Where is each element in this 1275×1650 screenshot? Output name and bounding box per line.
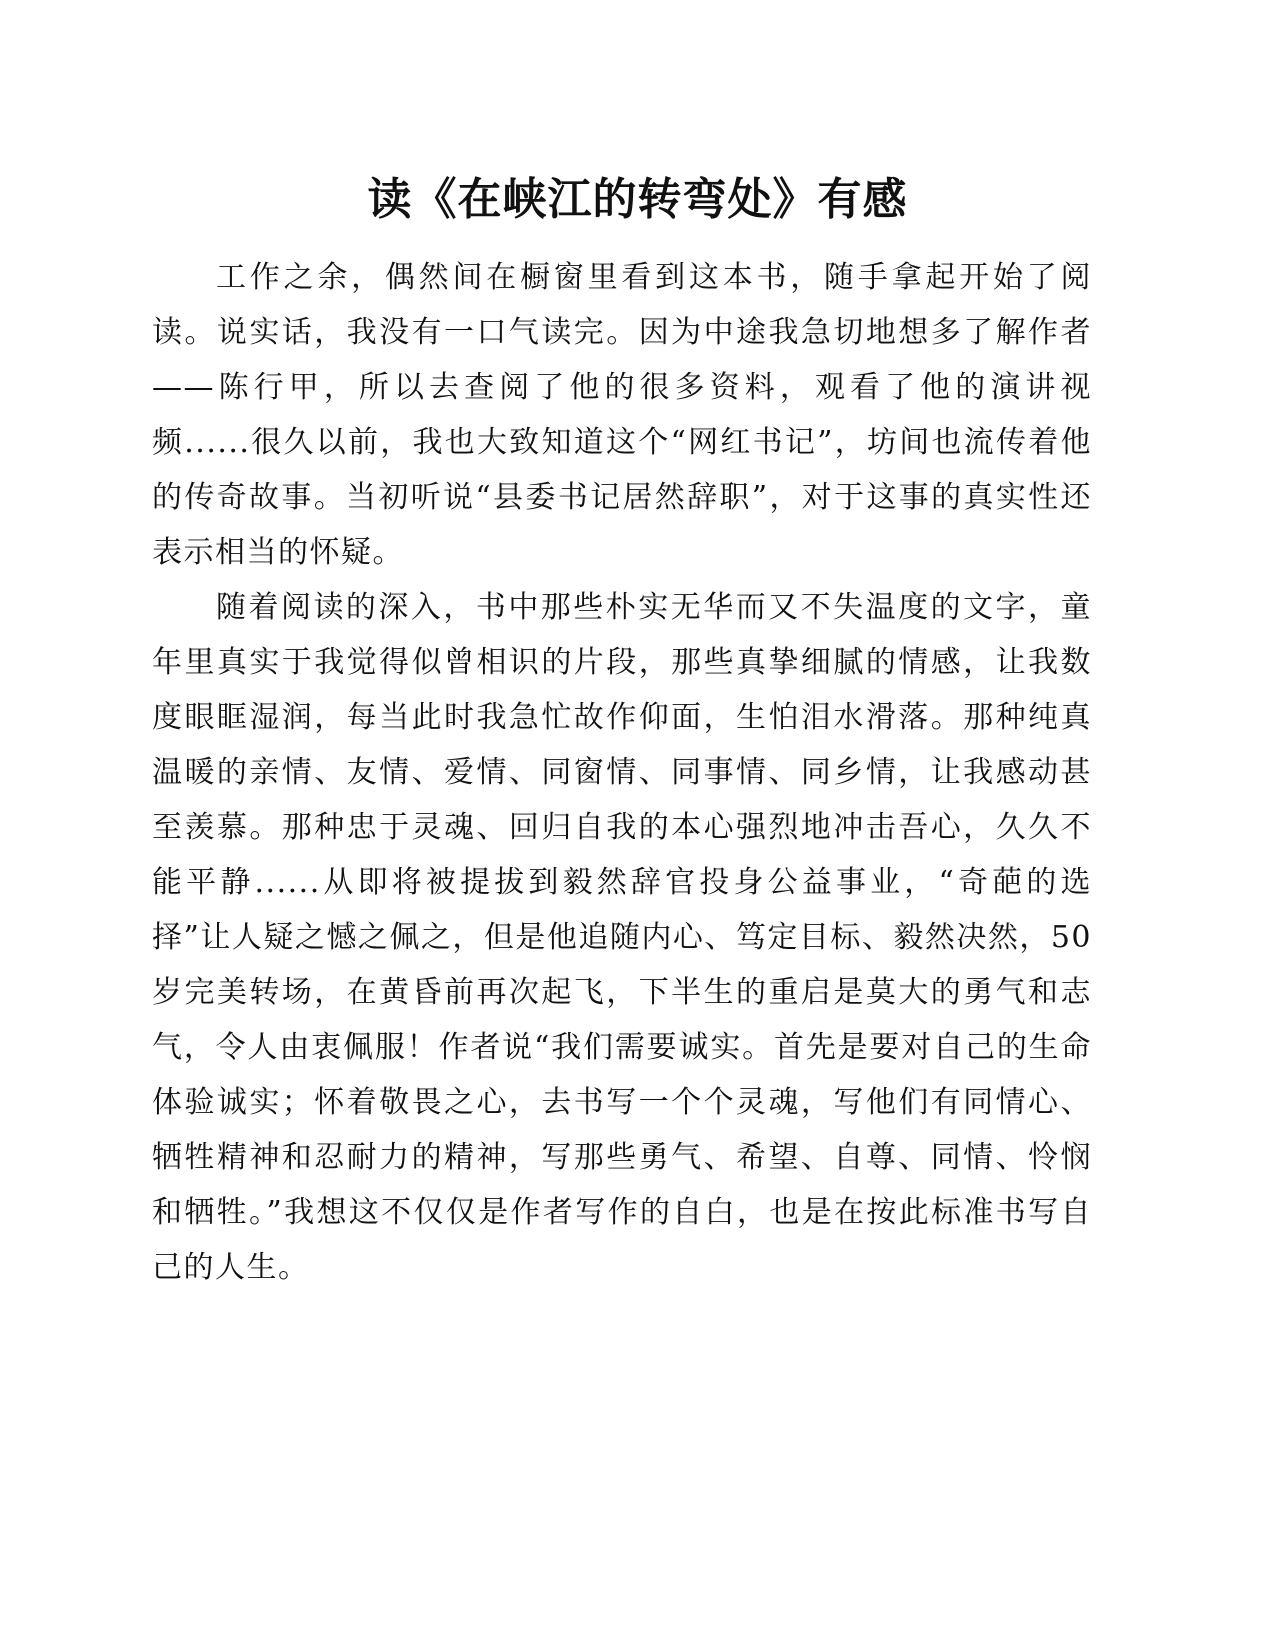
document-title: 读《在峡江的转弯处》有感: [367, 174, 908, 225]
paragraph-2: 随着阅读的深入，书中那些朴实无华而又不失温度的文字，童年里真实于我觉得似曾相识的片段，那些真挚细腻的情感，让我数度眼眶湿润，每当此时我急忙故作仰面，生怕泪水滑落。那种纯真温暖的亲情、友情、爱情、同窗情、同事情、同乡情，让我感动甚至羡慕。那种忠于灵魂、回归自我的本心强烈地冲击吾心，久久不能平静......从即将被提拔到毅然辞官投身公益事业，“奇葩的选择”让人疑之憾之佩之，但是他追随内心、笃定目标、毅然决然，50岁完美转场，在黄昏前再次起飞，下半生的重启是莫大的勇气和志气，令人由衷佩服！作者说“我们需要诚实。首先是要对自己的生命体验诚实；怀着敬畏之心，去书写一个个灵魂，写他们有同情心、牺牲精神和忍耐力的精神，写那些勇气、希望、自尊、同情、怜悯和牺牲。”我想这不仅仅是作者写作的自白，也是在按此标准书写自己的人生。: [152, 590, 1093, 1285]
document-body: [152, 250, 1092, 1295]
paragraph-1: 工作之余，偶然间在橱窗里看到这本书，随手拿起开始了阅读。说实话，我没有一口气读完。因为中途我急切地想多了解作者——陈行甲，所以去查阅了他的很多资料，观看了他的演讲视频......很久以前，我也大致知道这个“网红书记”，坊间也流传着他的传奇故事。当初听说“县委书记居然辞职”，对于这事的真实性还表示相当的怀疑。: [152, 260, 1092, 570]
